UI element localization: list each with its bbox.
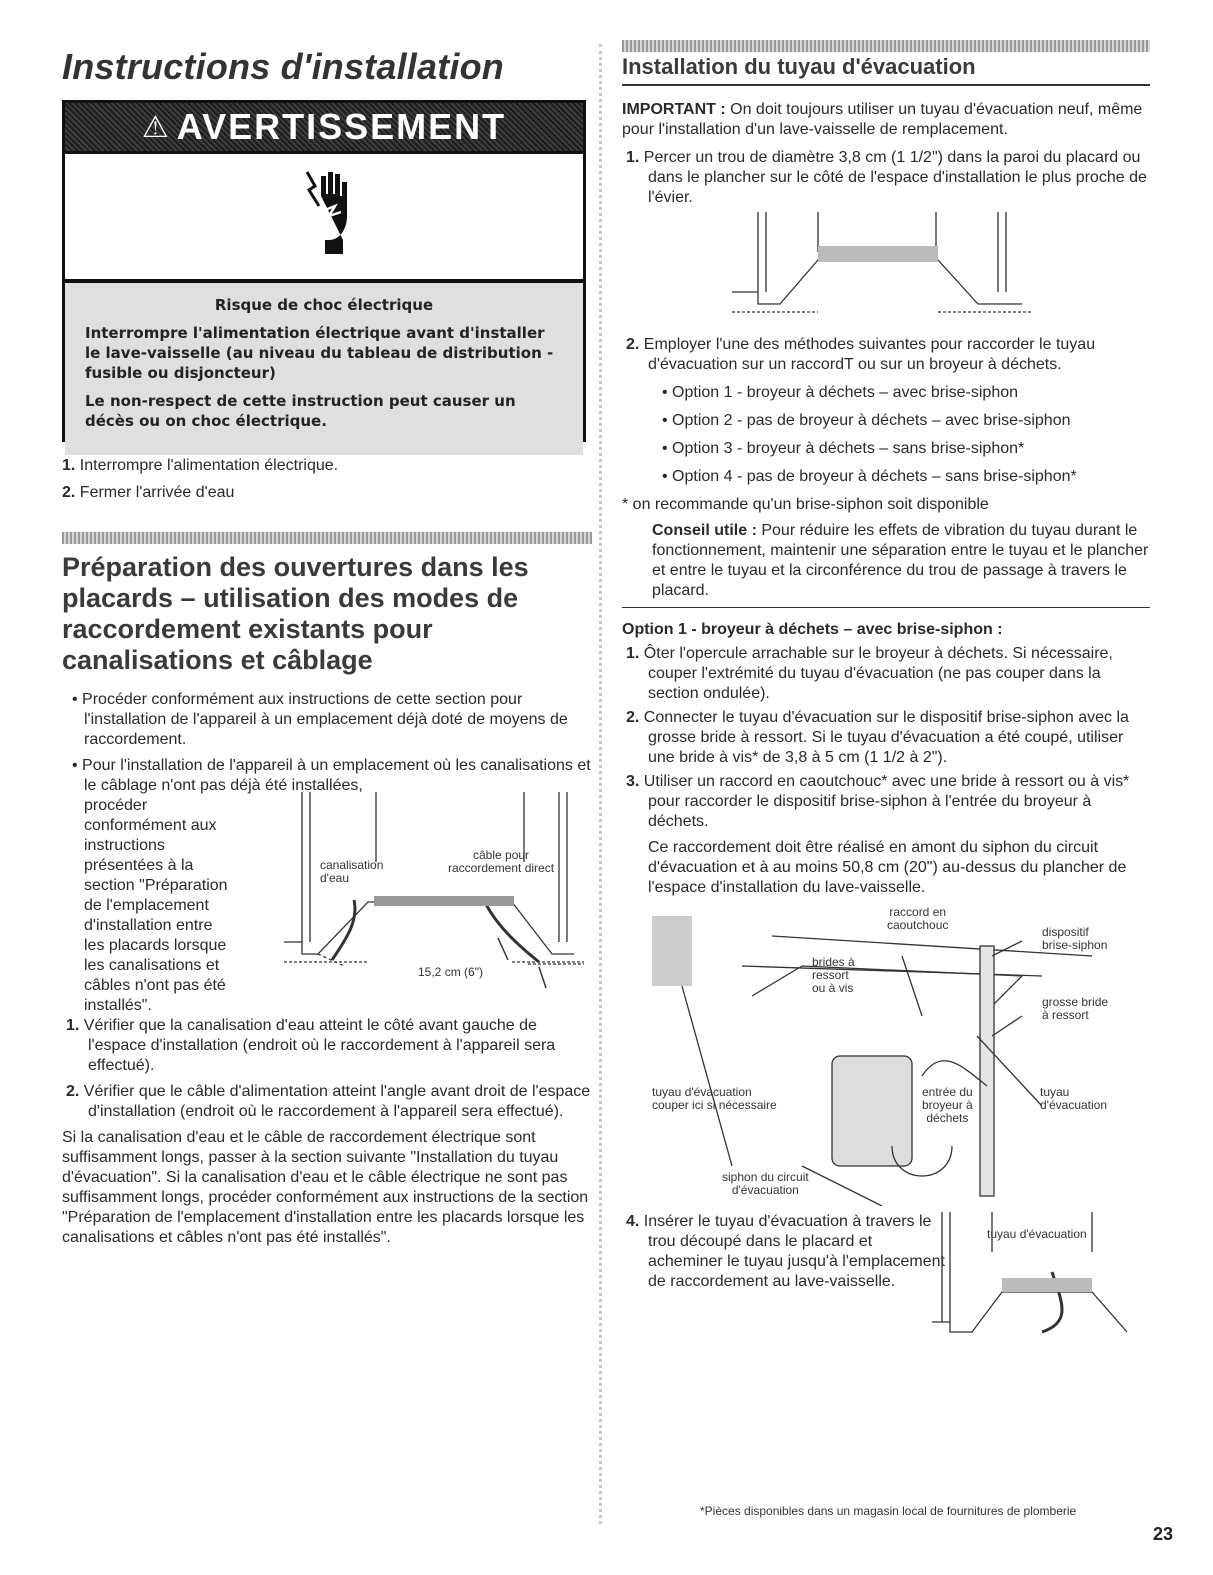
option1-heading: Option 1 - broyeur à déchets – avec brise-siphon : — [622, 621, 1003, 638]
divider — [622, 607, 1150, 608]
drain-step-2: 2. Employer l'une des méthodes suivantes pour raccorder le tuyau d'évacuation sur un raccordT ou sur un broyeur à déchets. — [626, 336, 1096, 373]
drain-step-4: 4. Insérer le tuyau d'évacuation à travers le trou découpé dans le placard et acheminer le tuyau jusqu'à l'emplacement de raccordement au lave-vaisselle. — [626, 1213, 945, 1290]
basic-steps — [62, 452, 592, 506]
option1-step-1: 1. Ôter l'opercule arrachable sur le broyeur à déchets. Si nécessaire, couper l'extrémité du tuyau d'évacuation (ne pas couper dans la section ondulée). — [626, 645, 1113, 702]
hole-diagram — [722, 212, 1042, 327]
drain-asterisk-note: * on recommande qu'un brise-siphon soit disponible — [622, 496, 989, 513]
warning-risk: Risque de choc électrique — [214, 296, 434, 314]
warning-triangle-icon: ⚠ — [141, 110, 171, 144]
label-hose-cut: tuyau d'évacuation couper ici si nécessaire — [652, 1085, 777, 1112]
label-dimension: 15,2 cm (6") — [418, 965, 483, 979]
list-item: • Option 2 - pas de broyeur à déchets – avec brise-siphon — [662, 412, 1071, 429]
prep-bullet-2-with-diagram — [62, 796, 592, 1014]
prep-title: Préparation des ouvertures dans les placards – utilisation des modes de raccordement existants pour canalisations et câblage — [62, 552, 529, 675]
label-air-gap: dispositif brise-siphon — [1042, 925, 1108, 952]
label-rubber-coupling: raccord en caoutchouc — [887, 905, 949, 932]
step4-with-diagram — [622, 1212, 1150, 1352]
electric-shock-icon — [299, 166, 359, 256]
option1-para: Ce raccordement doit être réalisé en amont du siphon du circuit d'évacuation et à au moins 50,8 cm (20") au-dessus du plancher de l'espace d'installation du lave-vaisselle. — [648, 839, 1127, 896]
warning-line-1: Interrompre l'alimentation électrique avant d'installer le lave-vaisselle (au niveau du tableau de distribution - fusible ou disjoncteur) — [85, 324, 554, 382]
warning-box — [62, 100, 586, 442]
label-water-line: canalisation d'eau — [320, 858, 384, 885]
label-clamps: brides à ressort ou à vis — [812, 955, 855, 995]
page-number: 23 — [1152, 1524, 1173, 1544]
shock-hazard-area — [65, 154, 583, 283]
option1-step-3: 3. Utiliser un raccord en caoutchouc* avec une bride à ressort ou à vis* pour raccorder le dispositif brise-siphon à l'entrée du broyeur à déchets. — [626, 773, 1130, 830]
column-divider — [599, 44, 602, 1524]
warning-header — [65, 103, 583, 154]
list-item: • Option 3 - broyeur à déchets – sans brise-siphon* — [662, 440, 1025, 457]
right-column — [622, 40, 1150, 1352]
list-item: • Option 1 - broyeur à déchets – avec brise-siphon — [662, 384, 1019, 401]
label-direct-cable: câble pour raccordement direct — [448, 848, 555, 875]
drain-title: Installation du tuyau d'évacuation — [622, 52, 1150, 86]
page-title: Instructions d'installation — [62, 46, 504, 87]
label-step4-hose: tuyau d'évacuation — [987, 1227, 1087, 1241]
prep-closing: Si la canalisation d'eau et le câble de raccordement électrique sont suffisamment longs, passer à la section suivante "Installation du tuyau d'évacuation". Si la canalisation d'eau et le câble électrique ne sont pas suffisamment longs, procéder conformément aux instructions de la section "Préparation de l'emplacement d'installation entre les placards lorsque les canalisations et câbles n'ont pas été installés". — [62, 1129, 589, 1246]
prep-bullet-2-lines: procéder conformément aux instructions présentées à la section "Préparation de l'emplacement d'installation entre les placards lorsque les canalisations et câbles n'ont pas été installés". — [84, 797, 228, 1014]
drain-options — [622, 383, 1150, 487]
section-rule — [622, 40, 1150, 52]
disposer-diagram — [622, 906, 1150, 1206]
drain-important: IMPORTANT : On doit toujours utiliser un tuyau d'évacuation neuf, même pour l'installation d'un lave-vaisselle de remplacement. — [622, 101, 1143, 138]
list-item: 2. Fermer l'arrivée d'eau — [62, 484, 235, 501]
list-item: • Option 4 - pas de broyeur à déchets – sans brise-siphon* — [662, 468, 1077, 485]
left-column — [62, 40, 592, 1246]
list-item: 1. Interrompre l'alimentation électrique. — [62, 457, 339, 474]
footnote: *Pièces disponibles dans un magasin local de fournitures de plomberie — [700, 1504, 1077, 1518]
label-big-clamp: grosse bride à ressort — [1042, 995, 1109, 1022]
drain-step-1: 1. Percer un trou de diamètre 3,8 cm (1 1/2") dans la paroi du placard ou dans le plancher sur le côté de l'espace d'installation le plus proche de l'évier. — [626, 149, 1147, 206]
option1-step-2: 2. Connecter le tuyau d'évacuation sur le dispositif brise-siphon avec la grosse bride à ressort. Si le tuyau d'évacuation a été coupé, utiliser une bride à vis* de 3,8 à 5 cm (1 1/2 à 2"). — [626, 709, 1129, 766]
prep-bullet-2: • Pour l'installation de l'appareil à un emplacement où les canalisations et le câblage n'ont pas déjà été installées, — [72, 757, 591, 794]
prep-step-2: 2. Vérifier que le câble d'alimentation atteint l'angle avant droit de l'espace d'installation (endroit où le raccordement à l'appareil sera effectué). — [66, 1083, 591, 1120]
warning-line-2: Le non-respect de cette instruction peut causer un décès ou on choc électrique. — [85, 392, 516, 430]
prep-step-1: 1. Vérifier que la canalisation d'eau atteint le côté avant gauche de l'espace d'installation (endroit où le raccordement à l'appareil sera effectué). — [66, 1017, 556, 1074]
warning-header-label: AVERTISSEMENT — [176, 106, 507, 147]
prep-section — [62, 532, 592, 1248]
prep-bullet-1: • Procéder conformément aux instructions de cette section pour l'installation de l'appareil à un emplacement déjà doté de moyens de raccordement. — [72, 691, 568, 748]
drain-tip: Conseil utile : Pour réduire les effets de vibration du tuyau durant le fonctionnement, maintenir une séparation entre le tuyau et le plancher et entre le tuyau et la circonférence du trou de passage à travers le placard. — [652, 522, 1149, 599]
label-drain-hose: tuyau d'évacuation — [1040, 1085, 1108, 1112]
warning-text — [65, 283, 583, 455]
label-inlet: entrée du broyeur à déchets — [922, 1085, 973, 1125]
label-trap: siphon du circuit d'évacuation — [722, 1170, 809, 1197]
section-rule — [62, 532, 592, 544]
